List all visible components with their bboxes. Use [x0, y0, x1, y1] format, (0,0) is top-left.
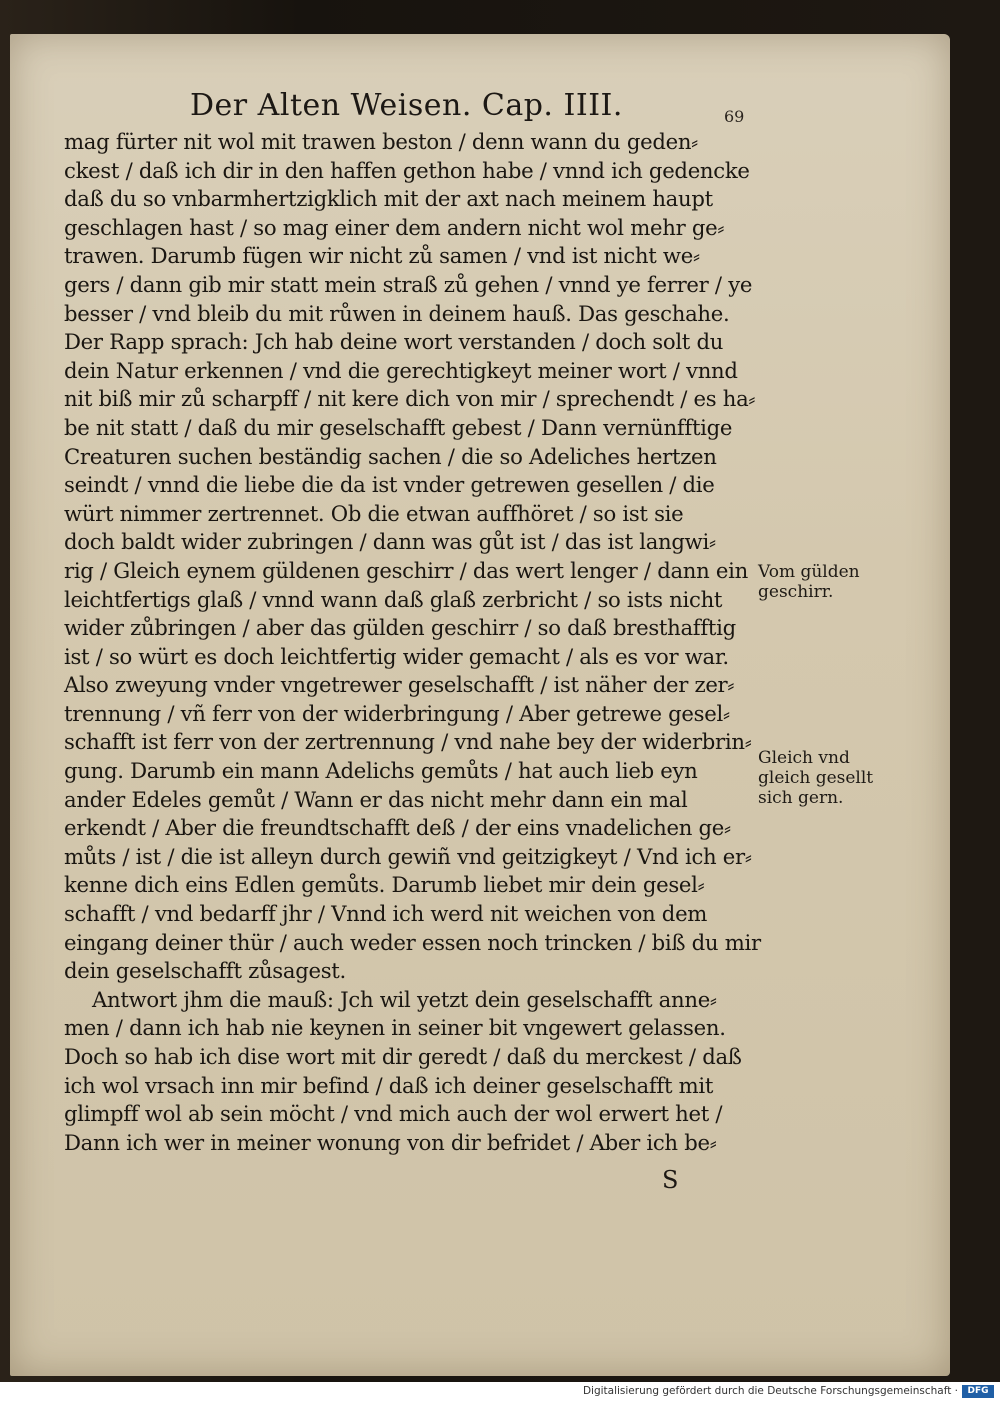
body-text [64, 128, 764, 1157]
funding-notice: Digitalisierung gefördert durch die Deutsche Forschungsgemeinschaft · [582, 1385, 958, 1397]
text-line: eingang deiner thür / auch weder essen noch trincken / biß du mir [64, 929, 761, 955]
text-line: Dann ich wer in meiner wonung von dir befridet / Aber ich be⸗ [64, 1129, 717, 1155]
marginal-line: geschirr. [758, 582, 834, 602]
marginal-line: sich gern. [758, 788, 844, 808]
text-line: Doch so hab ich dise wort mit dir geredt / daß du merckest / daß [64, 1044, 742, 1069]
signature-mark: S [662, 1166, 679, 1194]
text-line: Der Rapp sprach: Jch hab deine wort verstanden / doch solt du [64, 329, 724, 355]
text-line: schafft ist ferr von der zertrennung / vnd nahe bey der widerbrin⸗ [64, 729, 752, 755]
text-line: Also zweyung vnder vngetrewer geselschafft / ist näher der zer⸗ [64, 672, 735, 698]
text-line: dein geselschafft zůsagest. [64, 958, 346, 984]
text-line: Antwort jhm die mauß: Jch wil yetzt dein geselschafft anne⸗ [92, 986, 717, 1012]
text-line: ist / so würt es doch leichtfertig wider gemacht / als es vor war. [64, 643, 729, 669]
marginal-note-like-attracts-like [758, 748, 874, 808]
text-line: seindt / vnnd die liebe die da ist vnder getrewen gesellen / die [64, 472, 715, 498]
text-line: ckest / daß ich dir in den haffen gethon habe / vnnd ich gedencke [64, 157, 750, 183]
text-line: geschlagen hast / so mag einer dem andern nicht wol mehr ge⸗ [64, 214, 725, 240]
text-line: würt nimmer zertrennet. Ob die etwan auffhöret / so ist sie [64, 500, 684, 526]
text-line: dein Natur erkennen / vnd die gerechtigkeyt meiner wort / vnnd [64, 357, 738, 383]
marginal-line: Gleich vnd [758, 748, 850, 768]
text-line: trawen. Darumb fügen wir nicht zů samen / vnd ist nicht we⸗ [64, 243, 700, 269]
text-line: erkendt / Aber die freundtschafft deß / der eins vnadelichen ge⸗ [64, 815, 731, 841]
text-line: Creaturen suchen beständig sachen / die so Adeliches hertzen [64, 443, 717, 469]
text-line: schafft / vnd bedarff jhr / Vnnd ich werd nit weichen von dem [64, 901, 708, 927]
text-line: kenne dich eins Edlen gemůts. Darumb liebet mir dein gesel⸗ [64, 872, 705, 898]
text-line: leichtfertigs glaß / vnnd wann daß glaß zerbricht / so ists nicht [64, 586, 723, 612]
text-line: men / dann ich hab nie keynen in seiner bit vngewert gelassen. [64, 1015, 726, 1041]
text-line: doch baldt wider zubringen / dann was gůt ist / das ist langwi⸗ [64, 529, 716, 555]
text-line: daß du so vnbarmhertzigklich mit der axt nach meinem haupt [64, 186, 713, 212]
text-line: můts / ist / die ist alleyn durch gewiñ vnd geitzigkeyt / Vnd ich er⸗ [64, 843, 752, 869]
text-line: gers / dann gib mir statt mein straß zů gehen / vnnd ye ferrer / ye [64, 271, 753, 297]
marginal-line: Vom gülden [758, 562, 860, 582]
text-line: gung. Darumb ein mann Adelichs gemůts / hat auch lieb eyn [64, 758, 698, 784]
marginal-note-gold-vessel [758, 562, 858, 602]
text-line: besser / vnd bleib du mit růwen in deinem hauß. Das geschahe. [64, 300, 730, 326]
text-line: mag fürter nit wol mit trawen beston / denn wann du geden⸗ [64, 129, 698, 154]
text-line: trennung / vñ ferr von der widerbringung / Aber getrewe gesel⸗ [64, 700, 730, 726]
marginal-line: gleich gesellt [758, 768, 874, 788]
text-line: ich wol vrsach inn mir befind / daß ich deiner geselschafft mit [64, 1072, 714, 1098]
running-head: Der Alten Weisen. Cap. IIII. [190, 88, 623, 123]
footer-bar [0, 1382, 1000, 1401]
page-number: 69 [724, 107, 745, 126]
text-line: wider zůbringen / aber das gülden geschirr / so daß bresthafftig [64, 615, 736, 641]
dfg-logo: DFG [962, 1385, 994, 1398]
text-line: rig / Gleich eynem güldenen geschirr / das wert lenger / dann ein [64, 557, 748, 583]
text-line: glimpff wol ab sein möcht / vnd mich auch der wol erwert het / [64, 1101, 723, 1127]
text-line: nit biß mir zů scharpff / nit kere dich von mir / sprechendt / es ha⸗ [64, 386, 756, 412]
text-line: be nit statt / daß du mir geselschafft gebest / Dann vernünfftige [64, 414, 733, 440]
text-line: ander Edeles gemůt / Wann er das nicht mehr dann ein mal [64, 786, 688, 812]
